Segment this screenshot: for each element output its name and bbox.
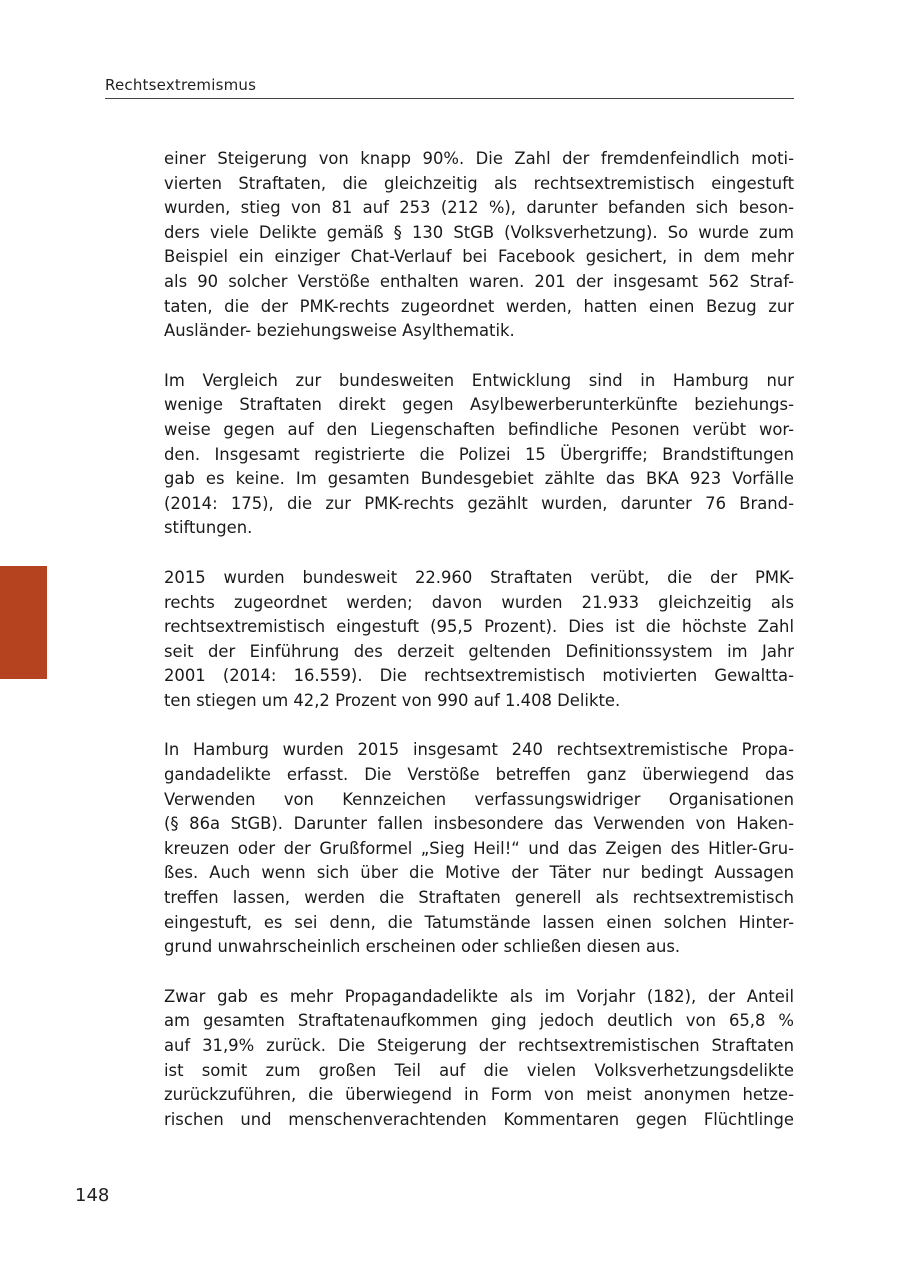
- text-line: den. Insgesamt registrierte die Polizei 15 Übergriffe; Brandstiftungen: [164, 444, 794, 464]
- text-line: ist somit zum großen Teil auf die vielen Volksverhetzungsdelikte: [164, 1060, 794, 1080]
- text-line: (§ 86a StGB). Darunter fallen insbesondere das Verwenden von Haken-: [164, 814, 794, 834]
- text-line: eingestuft, es sei denn, die Tatumstände lassen einen solchen Hinter-: [164, 912, 794, 932]
- text-line: als 90 solcher Verstöße enthalten waren. 201 der insgesamt 562 Straf-: [164, 271, 794, 291]
- text-line: gab es keine. Im gesamten Bundesgebiet zählte das BKA 923 Vorfälle: [164, 469, 794, 489]
- paragraph-3: [164, 566, 794, 714]
- text-line: am gesamten Straftatenaufkommen ging jedoch deutlich von 65,8 %: [164, 1011, 794, 1031]
- running-header-title: Rechtsextremismus: [105, 76, 257, 94]
- text-line: weise gegen auf den Liegenschaften befindliche Pesonen verübt wor-: [164, 419, 794, 439]
- text-line: taten, die der PMK-rechts zugeordnet werden, hatten einen Bezug zur: [164, 296, 794, 316]
- text-line: rechtsextremistisch eingestuft (95,5 Prozent). Dies ist die höchste Zahl: [164, 617, 794, 637]
- text-line: In Hamburg wurden 2015 insgesamt 240 rechtsextremistische Propa-: [164, 740, 794, 760]
- text-line: Ausländer- beziehungsweise Asylthematik.: [164, 321, 515, 341]
- text-line: Beispiel ein einziger Chat-Verlauf bei Facebook gesichert, in dem mehr: [164, 247, 794, 267]
- text-line: zurückzuführen, die überwiegend in Form von meist anonymen hetze-: [164, 1085, 794, 1105]
- text-line: 2001 (2014: 16.559). Die rechtsextremistisch motivierten Gewaltta-: [164, 666, 794, 686]
- text-line: rischen und menschenverachtenden Kommentaren gegen Flüchtlinge: [164, 1109, 794, 1129]
- text-line: Im Vergleich zur bundesweiten Entwicklung sind in Hamburg nur: [164, 370, 794, 390]
- text-line: einer Steigerung von knapp 90%. Die Zahl der fremdenfeindlich moti-: [164, 149, 794, 168]
- paragraph-4: [164, 738, 794, 959]
- text-line: gandadelikte erfasst. Die Verstöße betreffen ganz überwiegend das: [164, 765, 794, 785]
- text-line: vierten Straftaten, die gleichzeitig als rechtsextremistisch eingestuft: [164, 173, 794, 193]
- text-line: (2014: 175), die zur PMK-rechts gezählt wurden, darunter 76 Brand-: [164, 493, 794, 513]
- text-line: treffen lassen, werden die Straftaten generell als rechtsextremistisch: [164, 888, 794, 908]
- text-line: stiftungen.: [164, 518, 253, 538]
- text-line: kreuzen oder der Grußformel „Sieg Heil!“ und das Zeigen des Hitler-Gru-: [164, 838, 794, 858]
- paragraph-1: [164, 147, 794, 344]
- chapter-side-tab: [0, 566, 47, 679]
- text-line: ten stiegen um 42,2 Prozent von 990 auf 1.408 Delikte.: [164, 690, 621, 710]
- paragraph-2: [164, 369, 794, 541]
- body-text: [164, 147, 794, 1157]
- text-line: auf 31,9% zurück. Die Steigerung der rechtsextremistischen Straftaten: [164, 1036, 794, 1055]
- text-line: grund unwahrscheinlich erscheinen oder schließen diesen aus.: [164, 937, 681, 957]
- text-line: seit der Einführung des derzeit geltenden Definitionssystem im Jahr: [164, 641, 794, 661]
- paragraph-5: [164, 985, 794, 1133]
- text-line: wurden, stieg von 81 auf 253 (212 %), darunter befanden sich beson-: [164, 198, 794, 218]
- text-line: ßes. Auch wenn sich über die Motive der Täter nur bedingt Aussagen: [164, 863, 794, 883]
- text-line: rechts zugeordnet werden; davon wurden 21.933 gleichzeitig als: [164, 592, 794, 612]
- text-line: wenige Straftaten direkt gegen Asylbewerberunterkünfte beziehungs-: [164, 395, 794, 415]
- text-line: ders viele Delikte gemäß § 130 StGB (Volksverhetzung). So wurde zum: [164, 222, 794, 242]
- header-rule: [105, 98, 794, 99]
- page-number: 148: [75, 1185, 110, 1206]
- text-line: Verwenden von Kennzeichen verfassungswidriger Organisationen: [164, 789, 794, 809]
- text-line: 2015 wurden bundesweit 22.960 Straftaten verübt, die der PMK-: [164, 567, 794, 587]
- text-line: Zwar gab es mehr Propagandadelikte als im Vorjahr (182), der Anteil: [164, 986, 794, 1006]
